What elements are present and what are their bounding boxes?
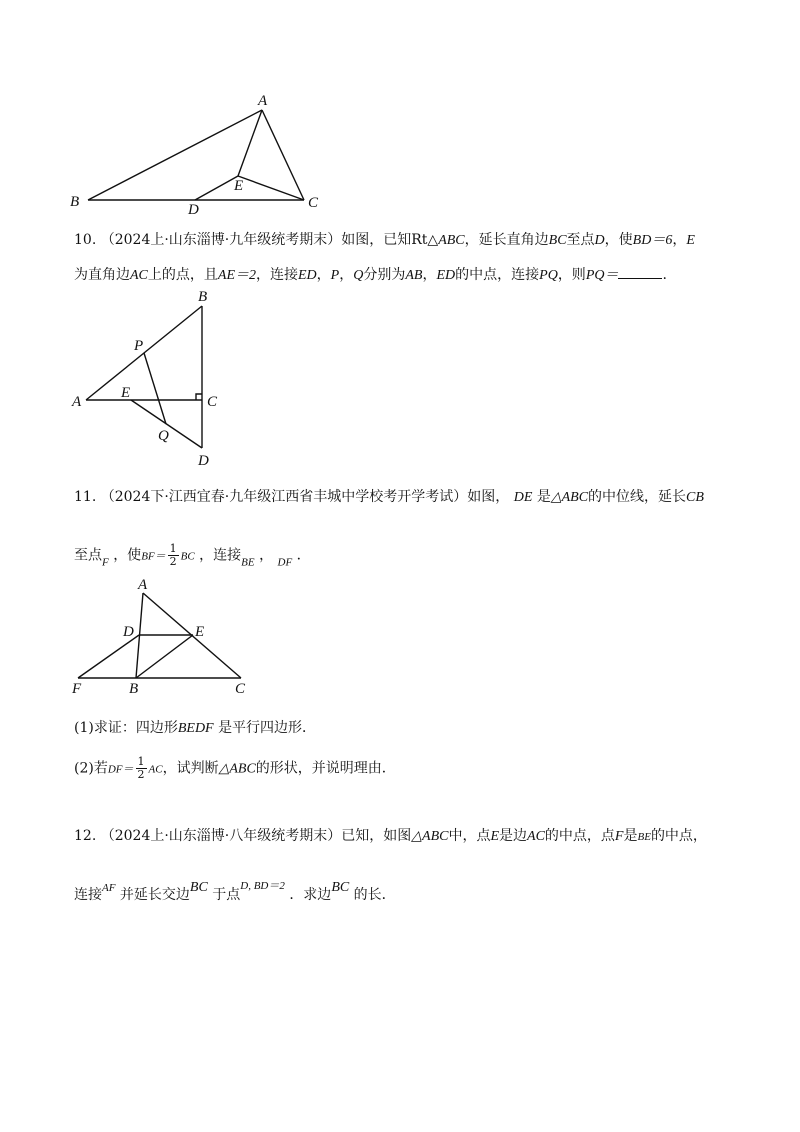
label-c: C [207, 394, 218, 410]
q11-df-eq: DF＝ [107, 763, 134, 776]
q12-d-bd2: D, BD＝2 [240, 880, 285, 892]
q10-ed: ED [298, 268, 317, 283]
q12-text: 的长． [353, 887, 396, 903]
q10-text: ，使 [604, 232, 633, 248]
q10-text: ， [316, 267, 331, 283]
q11-triangle-abc: △ABC [218, 761, 256, 777]
q11-triangle-abc: △ABC [550, 490, 589, 505]
q11-line-1 [74, 487, 704, 508]
q11-bc: BC [180, 550, 195, 563]
q11-text: ，使 [113, 547, 142, 564]
label-a: A [258, 93, 268, 109]
segment-pq [144, 353, 166, 424]
q11-ac: AC [148, 763, 163, 776]
fraction-one-half [136, 756, 147, 781]
frac-numerator: 1 [169, 542, 177, 555]
q12-text: 是边 [499, 828, 528, 844]
segment-fd [78, 635, 139, 678]
q10-number: 10. [74, 232, 97, 248]
q11-text: 的中位线，延长 [588, 489, 687, 505]
label-e: E [121, 385, 131, 401]
q10-pq-equals: PQ＝ [585, 268, 619, 283]
segment-be [136, 635, 193, 678]
q11-part-1 [74, 718, 316, 739]
q10-bc: BC [548, 233, 567, 248]
q10-e: E [686, 233, 695, 248]
label-q: Q [158, 428, 169, 444]
label-e: E [234, 178, 244, 194]
q10-source: （2024上·山东淄博·九年级统考期末） [100, 232, 342, 248]
q10-rt: Rt△ [411, 232, 439, 248]
q10-text: ，连接 [256, 267, 298, 283]
q12-text: 的中点， [650, 828, 707, 844]
frac-denominator: 2 [137, 768, 145, 781]
q12-bc: BC [331, 880, 350, 895]
q11-bf: BF＝ [141, 550, 166, 563]
q12-af: AF [102, 882, 116, 894]
q11-text: ，连接 [199, 547, 242, 564]
q12-f: F [614, 829, 624, 844]
q11-text: 是平行四边形． [218, 720, 317, 736]
q12-text: 中，点 [448, 828, 491, 844]
answer-blank[interactable] [618, 264, 662, 279]
q10-line-2 [74, 264, 667, 286]
q12-text: 连接 [74, 887, 102, 903]
q11-source: （2024下·江西宜春·九年级江西省丰城中学校考开学考试） [100, 489, 468, 505]
right-angle-mark [196, 394, 202, 400]
q10-text: 为直角边 [74, 267, 130, 283]
label-d: D [198, 453, 209, 468]
q11-text: ． [296, 547, 311, 564]
q10-text: ， [422, 267, 437, 283]
q12-text: ．求边 [289, 887, 332, 903]
q12-text: 并延长交边 [119, 887, 190, 903]
q10-text: 如图，已知 [341, 232, 412, 248]
q11-be: BE [241, 556, 255, 569]
q10-text: . [662, 267, 667, 283]
q11-part-2 [74, 756, 396, 781]
figure-triangle-abc-e [60, 90, 340, 215]
q10-text: ，则 [557, 267, 586, 283]
label-b: B [70, 194, 80, 210]
q11-cb: CB [686, 490, 704, 505]
q12-text: 是 [623, 828, 638, 844]
frac-denominator: 2 [169, 555, 177, 568]
label-b: B [129, 681, 139, 695]
label-d: D [188, 202, 199, 215]
q10-ae2: AE＝2 [217, 268, 256, 283]
q11-text: 是 [536, 489, 551, 505]
label-e: E [195, 624, 205, 640]
frac-numerator: 1 [137, 755, 145, 768]
q10-ab: AB [405, 268, 423, 283]
q10-text: ， [339, 267, 354, 283]
q10-text: ， [672, 232, 687, 248]
label-p: P [134, 338, 144, 354]
label-f: F [72, 681, 82, 695]
q12-ac: AC [527, 829, 545, 844]
q11-line-2 [74, 543, 311, 573]
q12-be: BE [637, 831, 651, 843]
q11-text: 至点 [74, 547, 102, 564]
segment-de [195, 176, 238, 200]
q10-text: 上的点，且 [147, 267, 218, 283]
q10-text: 至点 [566, 232, 595, 248]
q10-d: D [594, 233, 605, 248]
q11-df: DF [277, 556, 293, 569]
label-b: B [198, 289, 208, 305]
q10-text: 的中点，连接 [455, 267, 540, 283]
fraction-one-half [168, 543, 179, 568]
label-a: A [72, 394, 82, 410]
q10-q: Q [353, 268, 364, 283]
label-c: C [235, 681, 246, 695]
figure-midline-parallelogram [66, 575, 266, 695]
q10-bd6: BD＝6 [632, 233, 673, 248]
q11-text: 如图， [467, 489, 510, 505]
q10-p: P [330, 268, 340, 283]
q12-text: 的中点，点 [544, 828, 615, 844]
label-c: C [308, 195, 319, 211]
q11-f: F [102, 556, 109, 569]
q12-line-1 [74, 826, 707, 847]
q11-text: (1)求证：四边形 [74, 720, 178, 736]
q12-triangle-abc: △ABC [411, 829, 449, 844]
q11-de: DE [513, 490, 533, 505]
q12-line-2 [74, 876, 396, 905]
label-a: A [138, 577, 148, 593]
q11-text: ， [259, 547, 274, 564]
figure-right-triangle-pq [66, 288, 236, 468]
q11-text: 的形状，并说明理由． [255, 760, 396, 777]
label-d: D [123, 624, 134, 640]
q10-pq: PQ [539, 268, 558, 283]
q11-bedf: BEDF [177, 721, 214, 736]
q10-line-1 [74, 230, 695, 251]
q11-number: 11. [74, 489, 97, 505]
q11-text: ，试判断 [162, 760, 219, 777]
q10-text: ，延长直角边 [464, 232, 549, 248]
q10-ac: AC [130, 268, 148, 283]
q10-abc: ABC [438, 233, 465, 248]
q12-source: （2024上·山东淄博·八年级统考期末） [100, 828, 342, 844]
q10-ed: ED [436, 268, 456, 283]
q12-bc: BC [189, 880, 208, 895]
q12-number: 12. [74, 828, 97, 844]
q11-text: (2)若 [74, 760, 108, 777]
q10-text: 分别为 [363, 267, 406, 283]
q12-e: E [490, 829, 500, 844]
q12-text: 已知，如图 [341, 828, 412, 844]
q12-text: 于点 [212, 887, 241, 903]
